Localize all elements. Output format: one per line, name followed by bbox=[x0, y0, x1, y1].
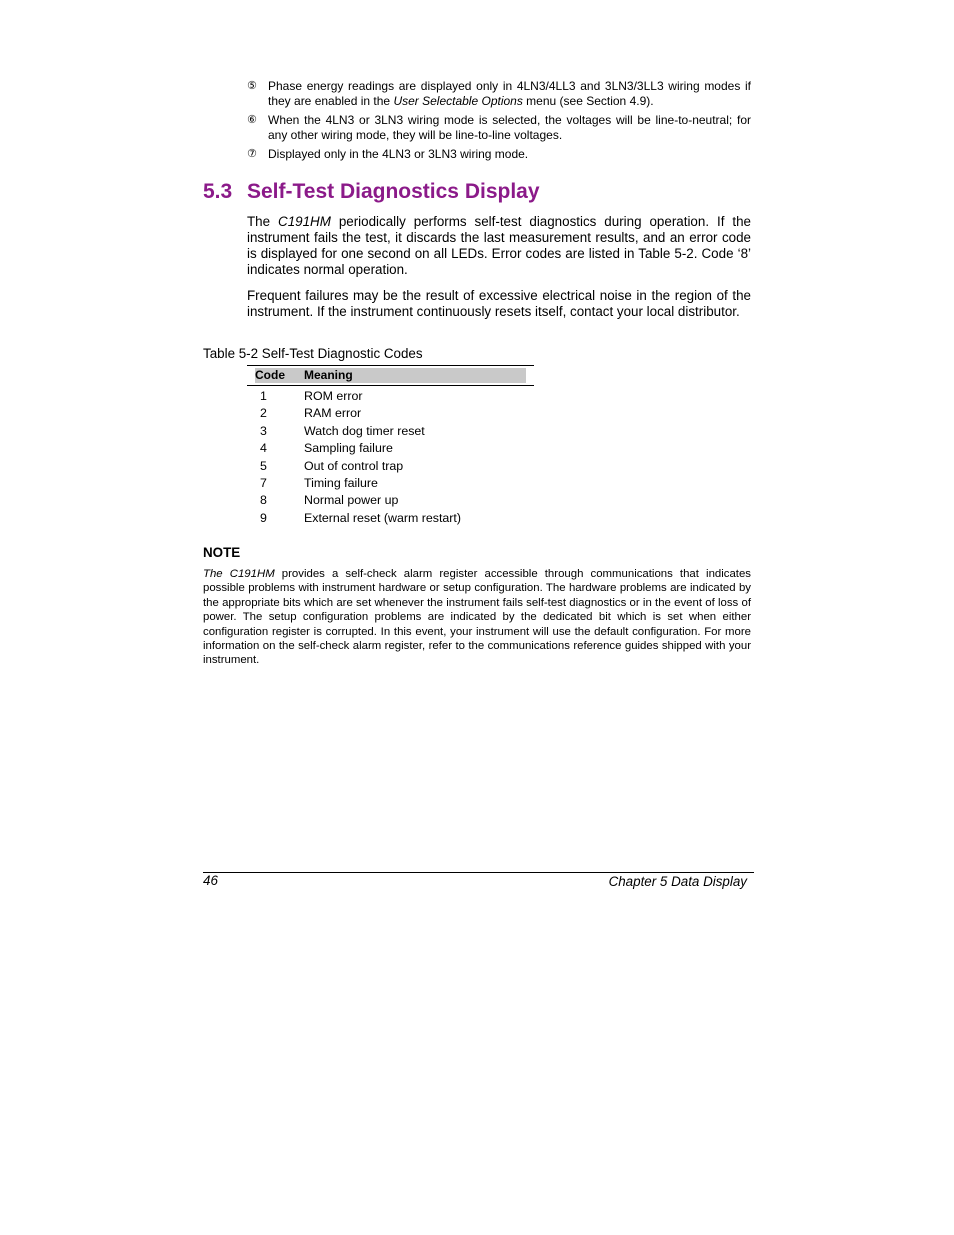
note-body: The C191HM provides a self-check alarm register accessible through communications that indicates possible problems with instrument hardware or setup configuration. The hardware problems are indicated by the appropriate bits which are set whenever the instrument fails self-test diagnostics or in the event of loss of power. The setup configuration problems are indicated by the dedicated bit which is set when either configuration register is corrupted. In this event, your instrument will use the default configuration. For more information on the self-check alarm register, refer to the communications reference guides shipped with your instrument. bbox=[203, 568, 751, 667]
page-number: 46 bbox=[203, 873, 218, 888]
table-row: 1 ROM error bbox=[260, 389, 363, 403]
footnote-marker: ⑦ bbox=[247, 147, 257, 160]
table-row: 7 Timing failure bbox=[260, 475, 378, 490]
column-header-meaning: Meaning bbox=[304, 368, 353, 382]
note-heading: NOTE bbox=[203, 545, 241, 560]
table-header bbox=[247, 365, 534, 386]
table-row: 4 Sampling failure bbox=[260, 441, 393, 456]
footnote-7 bbox=[247, 147, 751, 162]
body-paragraph-2: Frequent failures may be the result of excessive electrical noise in the region of the instrument. If the instrument continuously resets itself, contact your local distributor. bbox=[247, 288, 751, 319]
body-paragraph-1: The C191HM periodically performs self-test diagnostics during operation. If the instrument fails the test, it discards the last measurement results, and an error code is displayed for one second on all LEDs. Error codes are listed in Table 5-2. Code ‘8’ indicates normal operation. bbox=[247, 214, 751, 277]
column-header-code: Code bbox=[255, 368, 285, 382]
table-row: 5 Out of control trap bbox=[260, 458, 404, 473]
product-name: C191HM bbox=[278, 214, 331, 229]
footnote-text: When the 4LN3 or 3LN3 wiring mode is selected, the voltages will be line-to-neutral; for any other wiring mode, they will be line-to-line voltages. bbox=[268, 113, 751, 142]
table-row: 3 Watch dog timer reset bbox=[260, 423, 425, 438]
section-number: 5.3 bbox=[203, 180, 233, 203]
table-row: 2 RAM error bbox=[260, 406, 362, 421]
footnote-marker: ⑤ bbox=[247, 79, 257, 92]
table-row: 8 Normal power up bbox=[260, 493, 399, 508]
footnote-marker: ⑥ bbox=[247, 113, 257, 126]
chapter-title: Chapter 5 Data Display bbox=[608, 874, 747, 889]
diagnostic-codes-table bbox=[247, 365, 534, 527]
footnote-text: Phase energy readings are displayed only in 4LN3/4LL3 and 3LN3/3LL3 wiring modes if they are enabled in the User Selectable Options menu (see Section 4.9). bbox=[268, 79, 751, 108]
section-title: Self-Test Diagnostics Display bbox=[247, 180, 540, 203]
table-caption: Table 5-2 Self-Test Diagnostic Codes bbox=[203, 346, 423, 361]
section-heading bbox=[203, 178, 540, 206]
footnote-text: Displayed only in the 4LN3 or 3LN3 wiring mode. bbox=[268, 147, 529, 161]
footnote-5 bbox=[247, 79, 751, 108]
footnote-6 bbox=[247, 113, 751, 142]
footer-rule bbox=[203, 872, 754, 873]
table-row: 9 External reset (warm restart) bbox=[260, 510, 461, 525]
